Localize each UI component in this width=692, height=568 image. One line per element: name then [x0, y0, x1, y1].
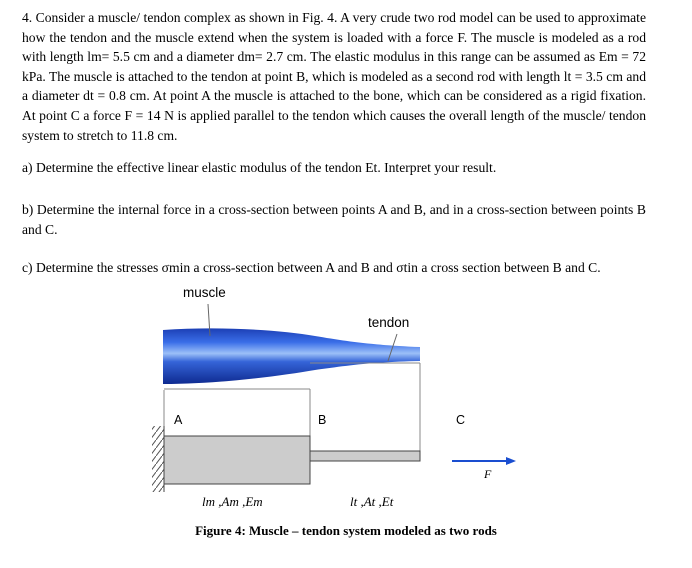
- muscle-label: muscle: [183, 285, 226, 300]
- question-b: b) Determine the internal force in a cross-section between points A and B, and in a cross-section between points B and C.: [22, 202, 646, 237]
- point-a-label: A: [174, 413, 183, 427]
- tendon-label: tendon: [368, 315, 410, 330]
- muscle-tendon-shape: [163, 328, 420, 384]
- tendon-rod: [310, 451, 420, 461]
- problem-statement: 4. Consider a muscle/ tendon complex as shown in Fig. 4. A very crude two rod model can be used to approximate how the tendon and the muscle extend when the system is loaded with a force F. The muscle is modeled as a rod with length lm= 5.5 cm and a diameter dm= 2.7 cm. The elastic modulus in this range can be assumed as Em = 72 kPa. The muscle is attached to the tendon at point B, which is modeled as a second rod with length lt = 3.5 cm and a diameter dt = 0.8 cm. At point A the muscle is attached to the bone, which can be considered as a rigid fixation. At point C a force F = 14 N is applied parallel to the tendon which causes the overall length of the muscle/ tendon system to stretch to 11.8 cm.: [22, 10, 646, 143]
- question-a: a) Determine the effective linear elastic modulus of the tendon Et. Interpret your result.: [22, 160, 497, 175]
- point-b-label: B: [318, 413, 327, 427]
- muscle-rod: [164, 436, 310, 484]
- tendon-properties: lt ,At ,Et: [350, 494, 394, 509]
- force-label: F: [484, 467, 492, 481]
- muscle-properties: lm ,Am ,Em: [202, 494, 263, 509]
- force-arrow-head: [506, 457, 516, 465]
- wall-hatching: [152, 426, 164, 492]
- point-c-label: C: [456, 413, 466, 427]
- question-c: c) Determine the stresses σmin a cross-section between A and B and σtin a cross section between B and C.: [22, 260, 601, 275]
- figure-caption: Figure 4: Muscle – tendon system modeled as two rods: [195, 523, 497, 538]
